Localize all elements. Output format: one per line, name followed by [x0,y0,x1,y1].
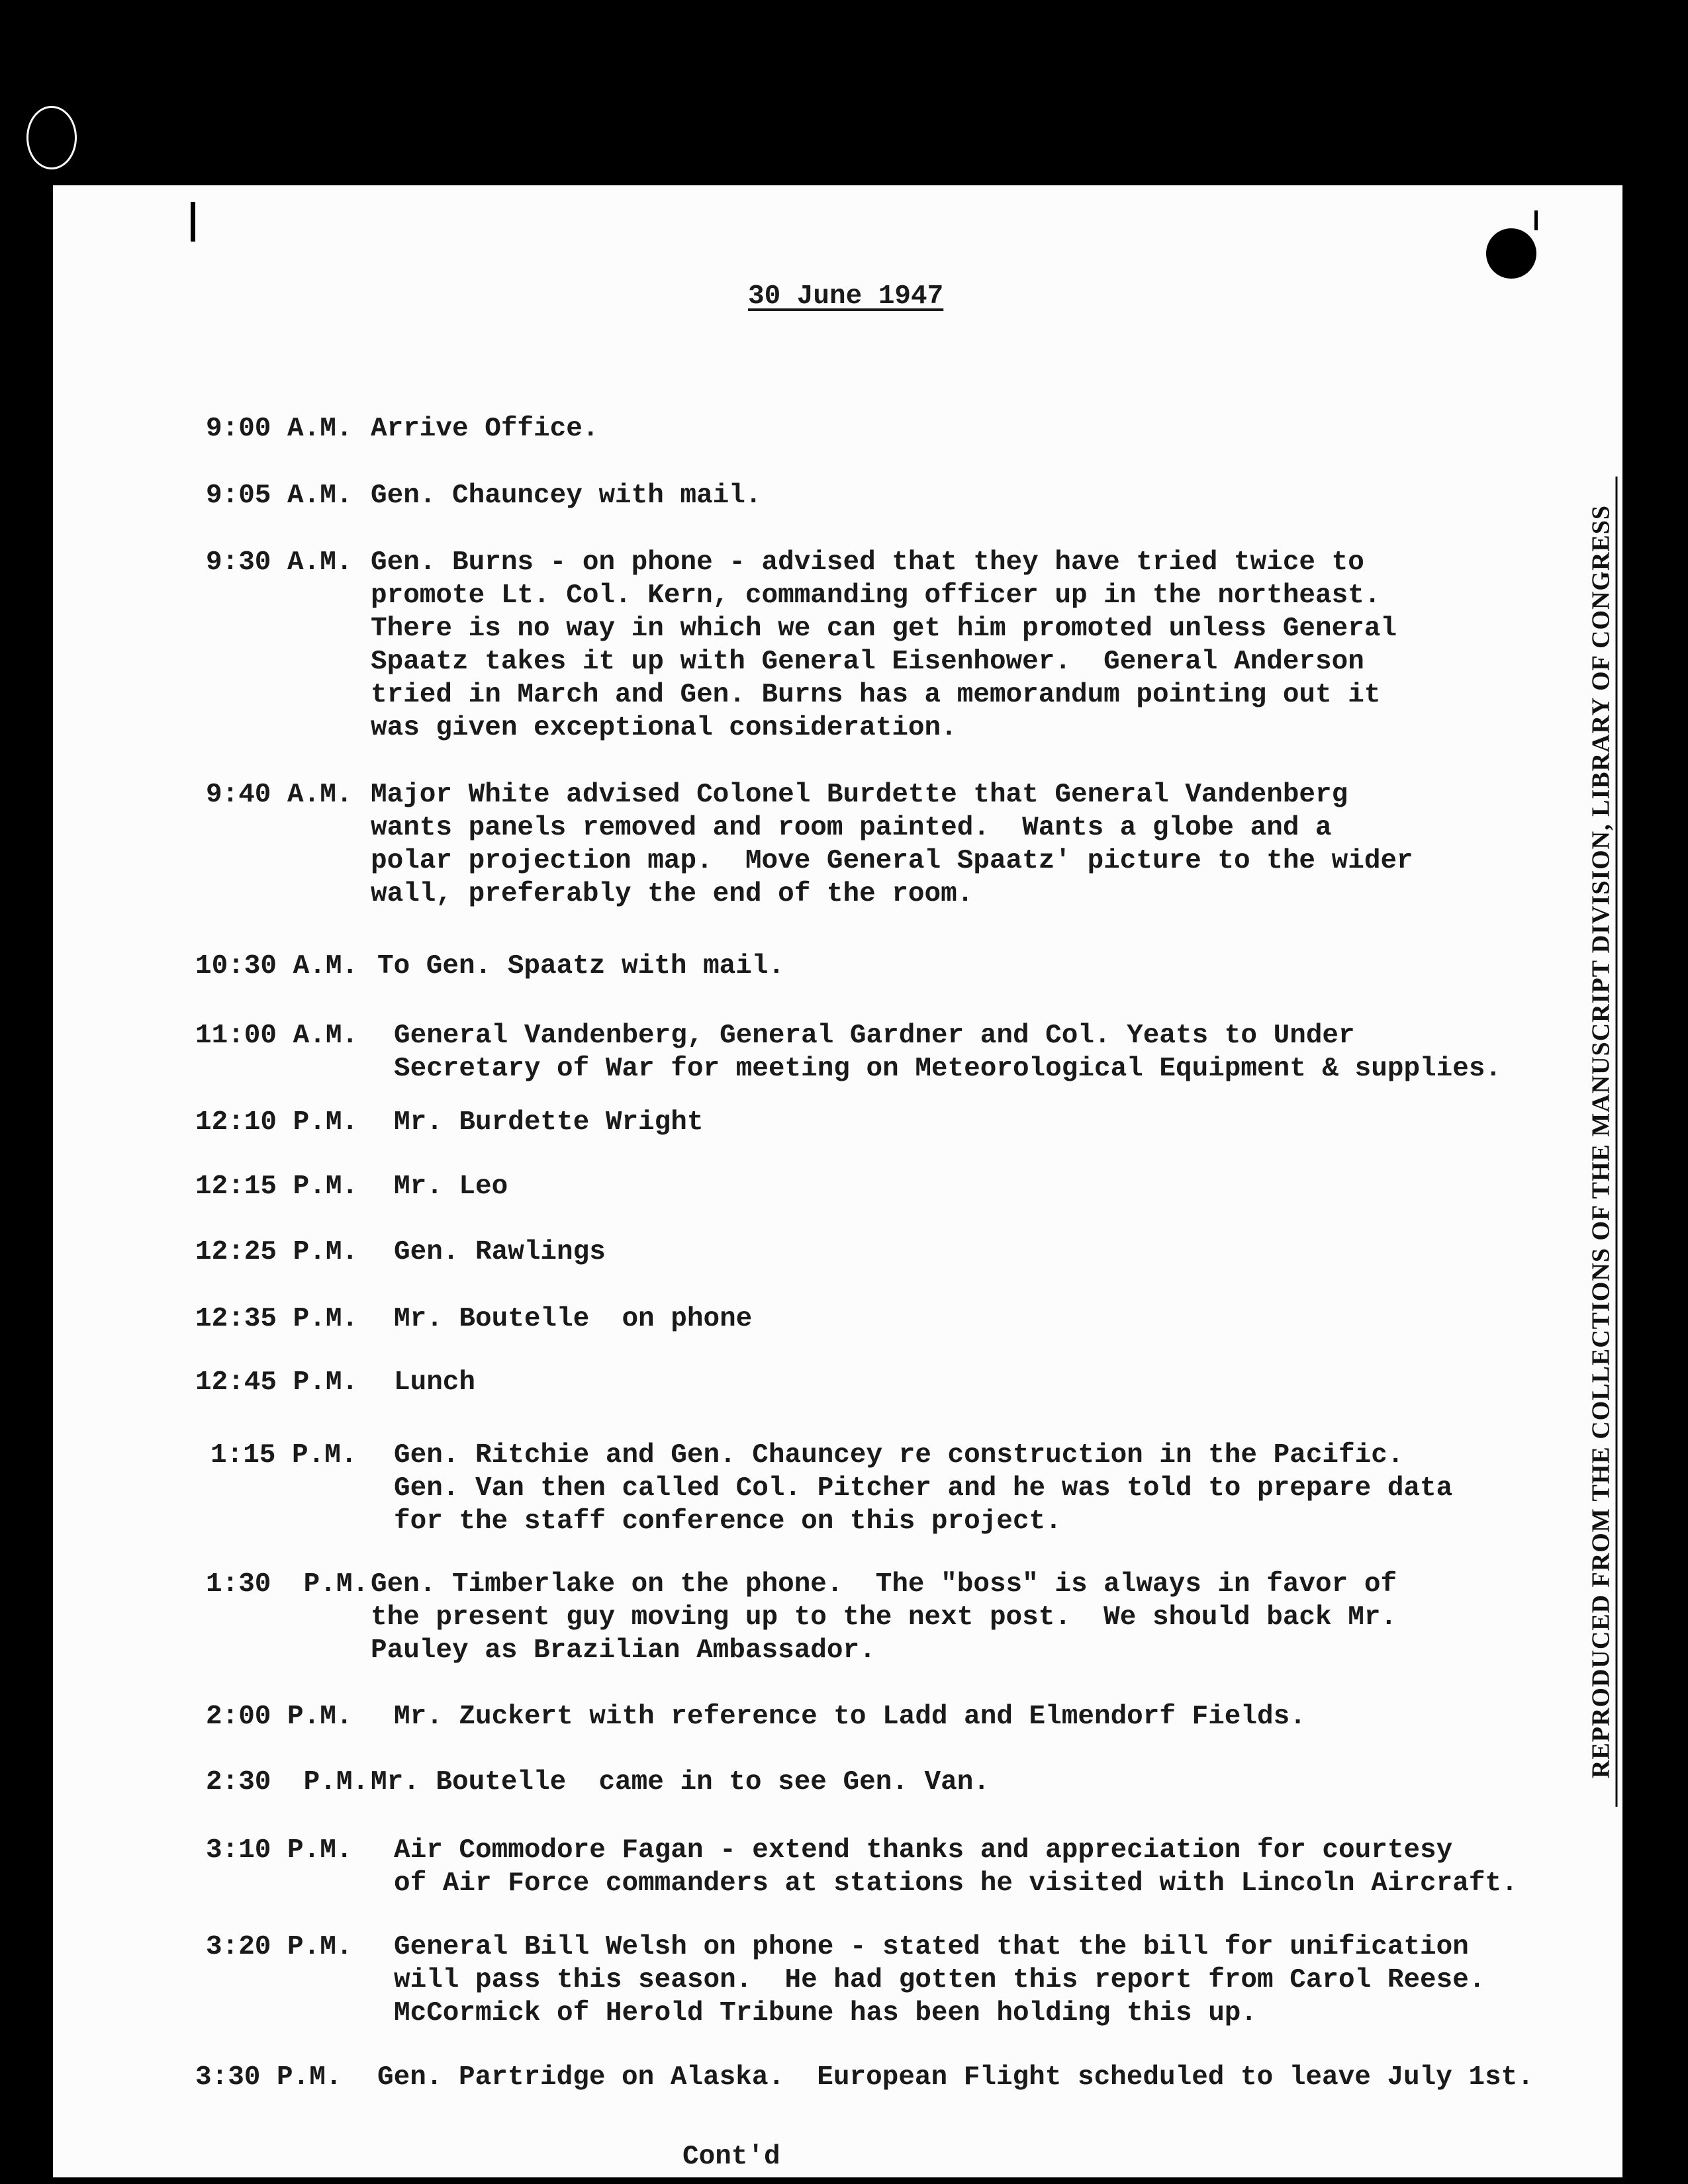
entry-time: 1:15 P.M. [211,1440,357,1471]
entry-line: Secretary of War for meeting on Meteorological Equipment & supplies. [394,1054,1502,1084]
entry-time: 2:30 P.M. [206,1767,369,1797]
entry-time: 10:30 A.M. [195,951,359,981]
entry-line: Pauley as Brazilian Ambassador. [371,1635,876,1666]
entry-line: Gen. Burns - on phone - advised that they have tried twice to [371,547,1364,578]
entry-text [394,1834,1518,1900]
entry-time: 3:10 P.M. [206,1835,353,1866]
entry-line: Gen. Ritchie and Gen. Chauncey re construction in the Pacific. [394,1440,1404,1471]
entry-time: 9:00 A.M. [206,414,353,444]
entry-text [371,546,1397,745]
continued-label: Cont'd [682,2142,780,2172]
entry-time: 1:30 P.M. [206,1569,369,1600]
entry-line: wall, preferably the end of the room. [371,879,974,909]
library-stamp: REPRODUCED FROM THE COLLECTIONS OF THE MANUSCRIPT DIVISION, LIBRARY OF CONGRESS [1587,477,1618,1807]
entry-line: promote Lt. Col. Kern, commanding officer up in the northeast. [371,580,1381,611]
entry-time: 12:35 P.M. [195,1304,359,1334]
entry-text [377,950,784,983]
entry-time: 12:10 P.M. [195,1107,359,1138]
entry-text [371,778,1413,911]
entry-text [371,412,598,445]
entry-line: wants panels removed and room painted. Wants a globe and a [371,813,1332,843]
entry-line: of Air Force commanders at stations he visited with Lincoln Aircraft. [394,1868,1518,1899]
entry-line: for the staff conference on this project. [394,1506,1062,1537]
entry-line: Air Commodore Fagan - extend thanks and appreciation for courtesy [394,1835,1453,1866]
entry-text [394,1019,1501,1085]
entry-time: 2:00 P.M. [206,1702,353,1732]
entry-text [394,1302,752,1336]
margin-mark [191,202,195,242]
entry-line: Lunch [394,1367,476,1398]
entry-line: Gen. Van then called Col. Pitcher and he was told to prepare data [394,1473,1453,1504]
entry-text [394,1236,606,1269]
entry-text [394,1931,1485,2030]
entry-text [394,1366,475,1399]
entry-line: Mr. Zuckert with reference to Ladd and Elmendorf Fields. [394,1702,1306,1732]
entry-line: Mr. Leo [394,1171,508,1202]
entry-line: Gen. Rawlings [394,1237,606,1267]
entry-line: Mr. Burdette Wright [394,1107,704,1138]
entry-line: There is no way in which we can get him promoted unless General [371,614,1397,644]
entry-time: 9:40 A.M. [206,780,353,810]
entry-line: Major White advised Colonel Burdette that General Vandenberg [371,780,1348,810]
entry-line: Arrive Office. [371,414,599,444]
entry-text [394,1106,703,1139]
margin-tick [1534,210,1538,230]
entry-line: General Vandenberg, General Gardner and Col. Yeats to Under [394,1021,1355,1051]
entry-time: 3:30 P.M. [195,2062,342,2093]
entry-text [371,1766,990,1799]
entry-text [394,1170,508,1203]
entry-line: was given exceptional consideration. [371,713,957,743]
entry-line: General Bill Welsh on phone - stated that the bill for unification [394,1932,1469,1962]
entry-text [394,1439,1452,1538]
entry-line: Mr. Boutelle came in to see Gen. Van. [371,1767,990,1797]
entry-text [377,2061,1534,2094]
entry-text [394,1700,1306,1733]
entry-text [371,479,762,512]
entry-line: Spaatz takes it up with General Eisenhower. General Anderson [371,647,1364,677]
entry-line: the present guy moving up to the next post. We should back Mr. [371,1602,1397,1633]
entry-line: McCormick of Herold Tribune has been holding this up. [394,1998,1258,2028]
entry-line: Gen. Timberlake on the phone. The "boss" is always in favor of [371,1569,1397,1600]
entry-line: Gen. Partridge on Alaska. European Flight scheduled to leave July 1st. [377,2062,1534,2093]
entry-line: will pass this season. He had gotten this report from Carol Reese. [394,1965,1485,1995]
entry-time: 12:25 P.M. [195,1237,359,1267]
entry-time: 3:20 P.M. [206,1932,353,1962]
entry-line: tried in March and Gen. Burns has a memorandum pointing out it [371,680,1381,710]
entry-time: 9:05 A.M. [206,480,353,511]
entry-line: To Gen. Spaatz with mail. [377,951,785,981]
entry-time: 9:30 A.M. [206,547,353,578]
entry-time: 11:00 A.M. [195,1021,359,1051]
entry-line: polar projection map. Move General Spaatz' picture to the wider [371,846,1413,876]
entry-line: Mr. Boutelle on phone [394,1304,753,1334]
entry-text [371,1568,1397,1667]
punch-hole-dot [1486,228,1536,279]
entry-time: 12:15 P.M. [195,1171,359,1202]
page-title: 30 June 1947 [748,281,944,312]
entry-line: Gen. Chauncey with mail. [371,480,762,511]
entry-time: 12:45 P.M. [195,1367,359,1398]
